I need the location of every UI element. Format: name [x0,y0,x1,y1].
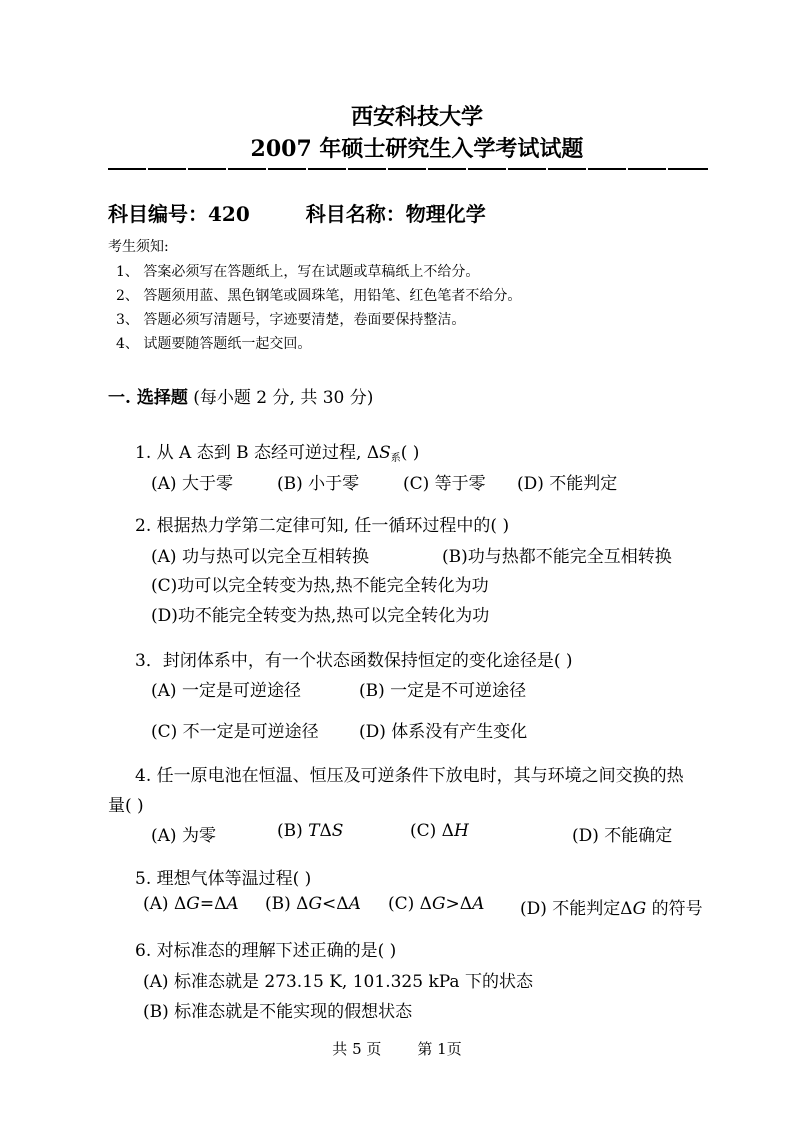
question-4-option-b: (B) TΔS [277,821,344,841]
question-2-option-a: (A) 功与热可以完全互相转换 [151,547,369,567]
question-4-option-a: (A) 为零 [151,826,216,846]
question-3-option-b: (B) 一定是不可逆途径 [359,681,527,701]
title-divider [108,160,708,174]
current-page: 第 1页 [417,1040,462,1058]
page-footer [0,1038,794,1059]
subject-code: 科目编号：420 [108,202,250,226]
university-name: 西安科技大学 [350,104,483,130]
question-6-option-a: (A) 标准态就是 273.15 K, 101.325 kPa 下的状态 [143,972,533,992]
total-pages: 共 5 页 [332,1040,382,1058]
question-6-stem: 6. 对标准态的理解下述正确的是( ) [135,941,397,961]
question-2-option-d: (D)功不能完全转变为热,热可以完全转化为功 [151,606,490,626]
question-1-stem: 1. 从 A 态到 B 态经可逆过程, $\Delta S_系$( ) [135,443,420,464]
section-title: 一. 选择题 [108,388,188,408]
question-3-option-d: (D) 体系没有产生变化 [359,722,528,742]
question-4-stem-continued: 量( ) [108,796,144,816]
question-4-stem: 4. 任一原电池在恒温、恒压及可逆条件下放电时，其与环境之间交换的热 [135,766,684,786]
subject-line [108,198,486,227]
notice-item: 2、 答题须用蓝、黑色钢笔或圆珠笔，用铅笔、红色笔者不给分。 [116,288,522,304]
question-6-option-b: (B) 标准态就是不能实现的假想状态 [143,1002,413,1022]
question-5-option-a: (A) ΔG=ΔA [143,894,239,914]
question-5-option-d: (D) 不能判定ΔG 的符号 [520,899,703,919]
question-3-option-a: (A) 一定是可逆途径 [151,681,301,701]
question-1-option-c: (C) 等于零 [403,474,486,494]
question-2-option-b: (B)功与热都不能完全互相转换 [442,547,672,567]
section-heading [108,383,373,408]
section-note: (每小题 2 分, 共 30 分) [193,388,374,408]
question-5-stem: 5. 理想气体等温过程( ) [135,869,312,889]
notice-item: 1、 答案必须写在答题纸上，写在试题或草稿纸上不给分。 [116,264,480,280]
question-1-option-b: (B) 小于零 [277,474,360,494]
question-1-option-d: (D) 不能判定 [517,474,618,494]
notice-item: 4、 试题要随答题纸一起交回。 [116,336,312,352]
question-2-stem: 2. 根据热力学第二定律可知, 任一循环过程中的( ) [135,516,510,536]
subject-name: 科目名称：物理化学 [305,202,486,226]
question-5-option-c: (C) ΔG>ΔA [388,894,485,914]
question-3-stem: 3．封闭体系中，有一个状态函数保持恒定的变化途径是( ) [135,651,573,671]
question-4-option-d: (D) 不能确定 [572,826,673,846]
notice-heading: 考生须知: [108,239,169,255]
question-3-option-c: (C) 不一定是可逆途径 [151,722,319,742]
question-5-option-b: (B) ΔG<ΔA [265,894,361,914]
exam-title: 2007 年硕士研究生入学考试试题 [250,136,584,162]
question-4-option-c: (C) ΔH [410,821,469,841]
question-1-option-a: (A) 大于零 [151,474,233,494]
notice-item: 3、 答题必须写清题号，字迹要清楚，卷面要保持整洁。 [116,312,466,328]
question-2-option-c: (C)功可以完全转变为热,热不能完全转化为功 [151,576,489,596]
